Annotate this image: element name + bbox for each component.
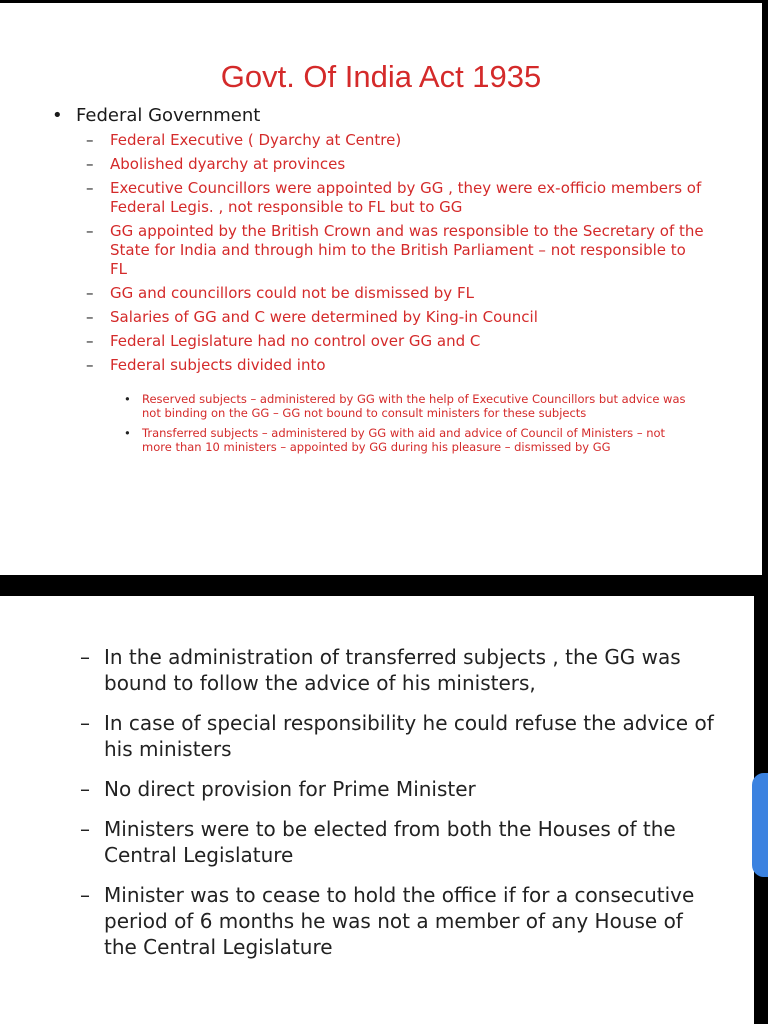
dash-icon: – [80,883,90,907]
side-scroll-tab[interactable] [752,773,768,877]
bullet-icon: • [124,392,131,406]
list-item: – Minister was to cease to hold the office if for a consecutive period of 6 months he was not a member of any House of the Central Legislature [80,883,695,959]
list-item: – In the administration of transferred subjects , the GG was bound to follow the advice of his ministers, [80,645,681,695]
ministers-points-list [80,644,720,974]
dash-icon: – [86,179,94,197]
list-item: – Federal subjects divided into [86,356,326,374]
list-item: – Ministers were to be elected from both the Houses of the Central Legislature [80,817,676,867]
list-item: – Abolished dyarchy at provinces [86,155,346,173]
main-bullet-label: Federal Government [76,105,261,126]
dash-icon: – [86,284,94,302]
dash-icon: – [86,332,94,350]
list-item: • Reserved subjects – administered by GG with the help of Executive Councillors but advice was not binding on the GG – GG not bound to consult ministers for these subjects [124,392,686,420]
list-item: • Transferred subjects – administered by GG with aid and advice of Council of Ministers – not more than 10 ministers – appointed by GG during his pleasure – dismissed by GG [124,426,666,454]
slide-1 [0,3,762,575]
list-item: – GG and councillors could not be dismissed by FL [86,284,474,302]
dash-icon: – [80,817,90,841]
list-item: – GG appointed by the British Crown and was responsible to the Secretary of the State for India and through him to the British Parliament – not responsible to FL [86,222,704,278]
dash-icon: – [86,131,94,149]
federal-subjects-list [124,392,694,460]
list-item: – Federal Executive ( Dyarchy at Centre) [86,131,402,149]
dash-icon: – [80,711,90,735]
dash-icon: – [86,356,94,374]
federal-points-list [86,131,706,380]
dash-icon: – [86,222,94,240]
list-item: – Salaries of GG and C were determined by King-in Council [86,308,538,326]
slide-2 [0,596,754,1024]
list-item: – Executive Councillors were appointed by GG , they were ex-officio members of Federal Legis. , not responsible to FL but to GG [86,179,702,216]
dash-icon: – [80,777,90,801]
bullet-icon: • [124,426,131,440]
dash-icon: – [86,308,94,326]
dash-icon: – [80,645,90,669]
list-item: – Federal Legislature had no control over GG and C [86,332,481,350]
list-item: – In case of special responsibility he could refuse the advice of his ministers [80,711,714,761]
list-item: – No direct provision for Prime Minister [80,777,476,801]
dash-icon: – [86,155,94,173]
slide-title: Govt. Of India Act 1935 [220,59,542,94]
bullet-icon: • [52,105,63,126]
